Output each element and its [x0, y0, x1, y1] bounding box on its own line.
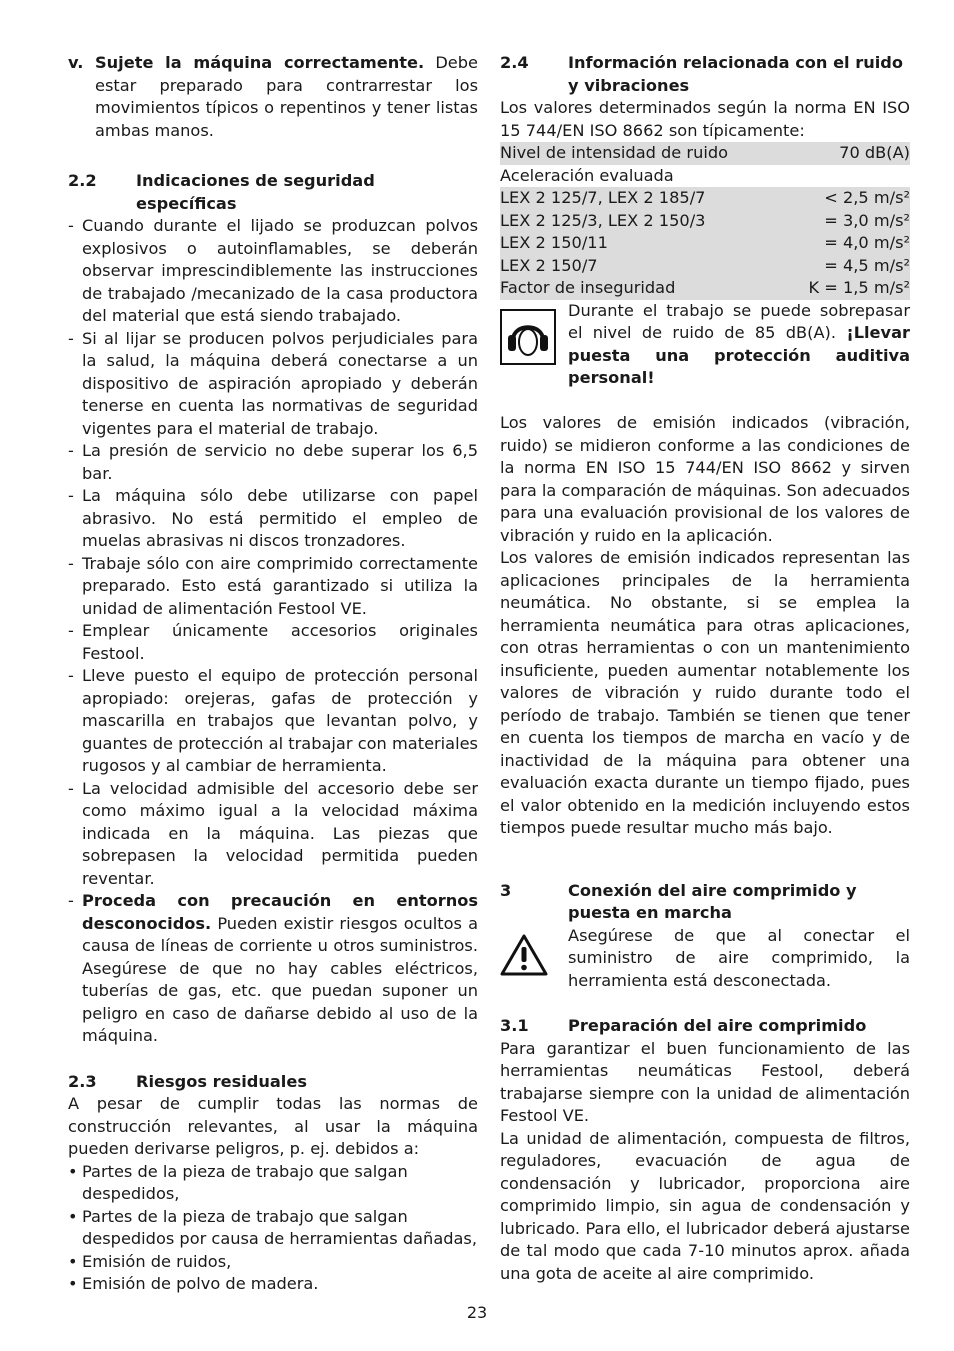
- emission-paragraph-2: Los valores de emisión indicados representan las aplicaciones principales de la herramienta neumática. No obstante, si se emplea la herramienta neumática para otras aplicaciones, con otras herramientas o con un mantenimiento insuficiente, pueden aumentar notablemente los valores de vibración y ruido durante todo el período de trabajo. También se tienen que tener en cuenta los tiempos de marcha en vacío y de inactividad de la máquina para obtener una evaluación exacta durante un tiempo fijado, pues el valor obtenido en la medición incluyendo estos tiempos puede resultar mucho más bajo.: [500, 548, 910, 837]
- section-3-heading: [500, 880, 910, 925]
- section-number: 2.4: [500, 53, 529, 72]
- section-title: Conexión del aire comprimido y puesta en marcha: [568, 880, 857, 922]
- list-item: - Trabaje sólo con aire comprimido correctamente preparado. Esto está garantizado si utiliza la unidad de alimentación Festool VE.: [68, 553, 478, 618]
- specific-safety-list: [68, 215, 478, 1048]
- item-text: Debe estar preparado para contrarrestar los movimientos típicos o repentinos y tener listas ambas manos.: [95, 53, 478, 140]
- list-item: - Lleve puesto el equipo de protección personal apropiado: orejeras, gafas de protección y mascarilla en trabajos que levantan polvo, y guantes de protección al trabajar con materiales rugosos y al cambiar de herramienta.: [68, 666, 478, 775]
- section-number: 3: [500, 880, 512, 900]
- air-prep-paragraph-1: Para garantizar el buen funcionamiento de las herramientas neumáticas Festool, deberá trabajarse siempre con la unidad de alimentación Festool VE.: [500, 1038, 910, 1125]
- section-number: 2.2: [68, 171, 97, 190]
- compressed-air-warning: [500, 925, 910, 993]
- residual-risks-intro: A pesar de cumplir todas las normas de construcción relevantes, al usar la máquina pueden derivarse peligros, p. ej. debidos a:: [68, 1094, 478, 1158]
- list-item: - Proceda con precaución en entornos desconocidos. Pueden existir riesgos ocultos a causa de líneas de corriente u otros suministros. Asegúrese de que no hay cables eléctricos, tuberías de gas, etc. que puedan suponer un peligro en caso de dañarse debido al uso de la máquina.: [68, 891, 478, 1045]
- residual-risks-list: [68, 1161, 478, 1296]
- item-marker: v.: [68, 53, 84, 72]
- table-row: Aceleración evaluada: [500, 165, 674, 185]
- list-item: - Si al lijar se producen polvos perjudiciales para la salud, la máquina deberá conectarse a un dispositivo de aspiración apropiado y deberán tenerse en cuenta las normativas de seguridad vigentes para el material de trabajo.: [68, 328, 478, 438]
- list-item: - Cuando durante el lijado se produzcan polvos explosivos o autoinflamables, se deberán observar imprescindiblemente las instrucciones de trabajado /mecanizado de la casa productora del material que está siendo trabajado.: [68, 216, 478, 325]
- section-2-3-heading: [68, 1071, 478, 1094]
- noise-intro: Los valores determinados según la norma EN ISO 15 744/EN ISO 8662 son típicamente:: [500, 98, 910, 140]
- section-title: Indicaciones de seguridad específicas: [136, 171, 375, 213]
- section-number: 3.1: [500, 1016, 529, 1035]
- section-3-1-heading: [500, 1015, 910, 1038]
- warning-triangle-icon: [500, 933, 548, 977]
- list-item: • Emisión de polvo de madera.: [68, 1274, 319, 1293]
- right-column: [500, 52, 910, 1285]
- list-item: - La máquina sólo debe utilizarse con papel abrasivo. No está permitido el empleo de muelas abrasivas ni discos tronzadores.: [68, 486, 478, 550]
- air-prep-paragraph-2: La unidad de alimentación, compuesta de filtros, reguladores, evacuación de agua de condensación y lubricador, proporciona aire comprimido limpio, sin agua de condensación y lubricado. Para ello, el lubricador deberá ajustarse de tal modo que cada 7-10 minutos aprox. añada una gota de aceite al aire comprimido.: [500, 1128, 910, 1283]
- safety-item-v: [68, 52, 478, 142]
- table-row: LEX 2 150/11 = 4,0 m/s²: [500, 232, 910, 255]
- item-bold-text: Sujete la máquina correctamente.: [95, 53, 425, 72]
- emission-paragraph-1: Los valores de emisión indicados (vibración, ruido) se midieron conforme a las condiciones de la norma EN ISO 15 744/EN ISO 8662 y sirven para la comparación de máquinas. Son adecuados para una evaluación provisional de los valores de vibración y ruido en la aplicación.: [500, 413, 910, 545]
- warning-text: Asegúrese de que al conectar el suministro de aire comprimido, la herramienta está desconectada.: [568, 925, 910, 990]
- section-2-4-heading: [500, 52, 910, 97]
- section-title: Información relacionada con el ruido y vibraciones: [568, 53, 904, 95]
- table-row: LEX 2 125/3, LEX 2 150/3 = 3,0 m/s²: [500, 210, 910, 233]
- table-row: LEX 2 150/7 = 4,5 m/s²: [500, 255, 910, 278]
- list-item: • Partes de la pieza de trabajo que salgan despedidos,: [68, 1161, 408, 1203]
- list-item: - Emplear únicamente accesorios originales Festool.: [68, 621, 478, 663]
- table-row: LEX 2 125/7, LEX 2 185/7 < 2,5 m/s²: [500, 187, 910, 210]
- hearing-warning-text: Durante el trabajo se puede sobrepasar el nivel de ruido de 85 dB(A). ¡Llevar puesta una protección auditiva personal!: [568, 300, 910, 387]
- section-2-2-heading: [68, 170, 478, 215]
- section-title: Riesgos residuales: [136, 1071, 307, 1091]
- section-title: Preparación del aire comprimido: [568, 1016, 867, 1035]
- list-item: - La velocidad admisible del accesorio debe ser como máximo igual a la velocidad máxima indicada en la máquina. Las piezas que sobrepasen la velocidad permitida pueden reventar.: [68, 778, 478, 888]
- page-number: 23: [466, 1303, 488, 1322]
- left-column: [68, 52, 478, 1296]
- list-item: • Emisión de ruidos,: [68, 1251, 232, 1271]
- list-item: - La presión de servicio no debe superar los 6,5 bar.: [68, 441, 478, 483]
- noise-vibration-table: [500, 142, 910, 300]
- section-number: 2.3: [68, 1071, 97, 1091]
- hearing-protection-icon: [500, 309, 556, 365]
- table-row: Nivel de intensidad de ruido 70 dB(A): [500, 142, 910, 165]
- table-row: Factor de inseguridad K = 1,5 m/s²: [500, 277, 910, 300]
- hearing-protection-notice: [500, 300, 910, 390]
- list-item: • Partes de la pieza de trabajo que salgan despedidos por causa de herramientas dañadas,: [68, 1206, 478, 1248]
